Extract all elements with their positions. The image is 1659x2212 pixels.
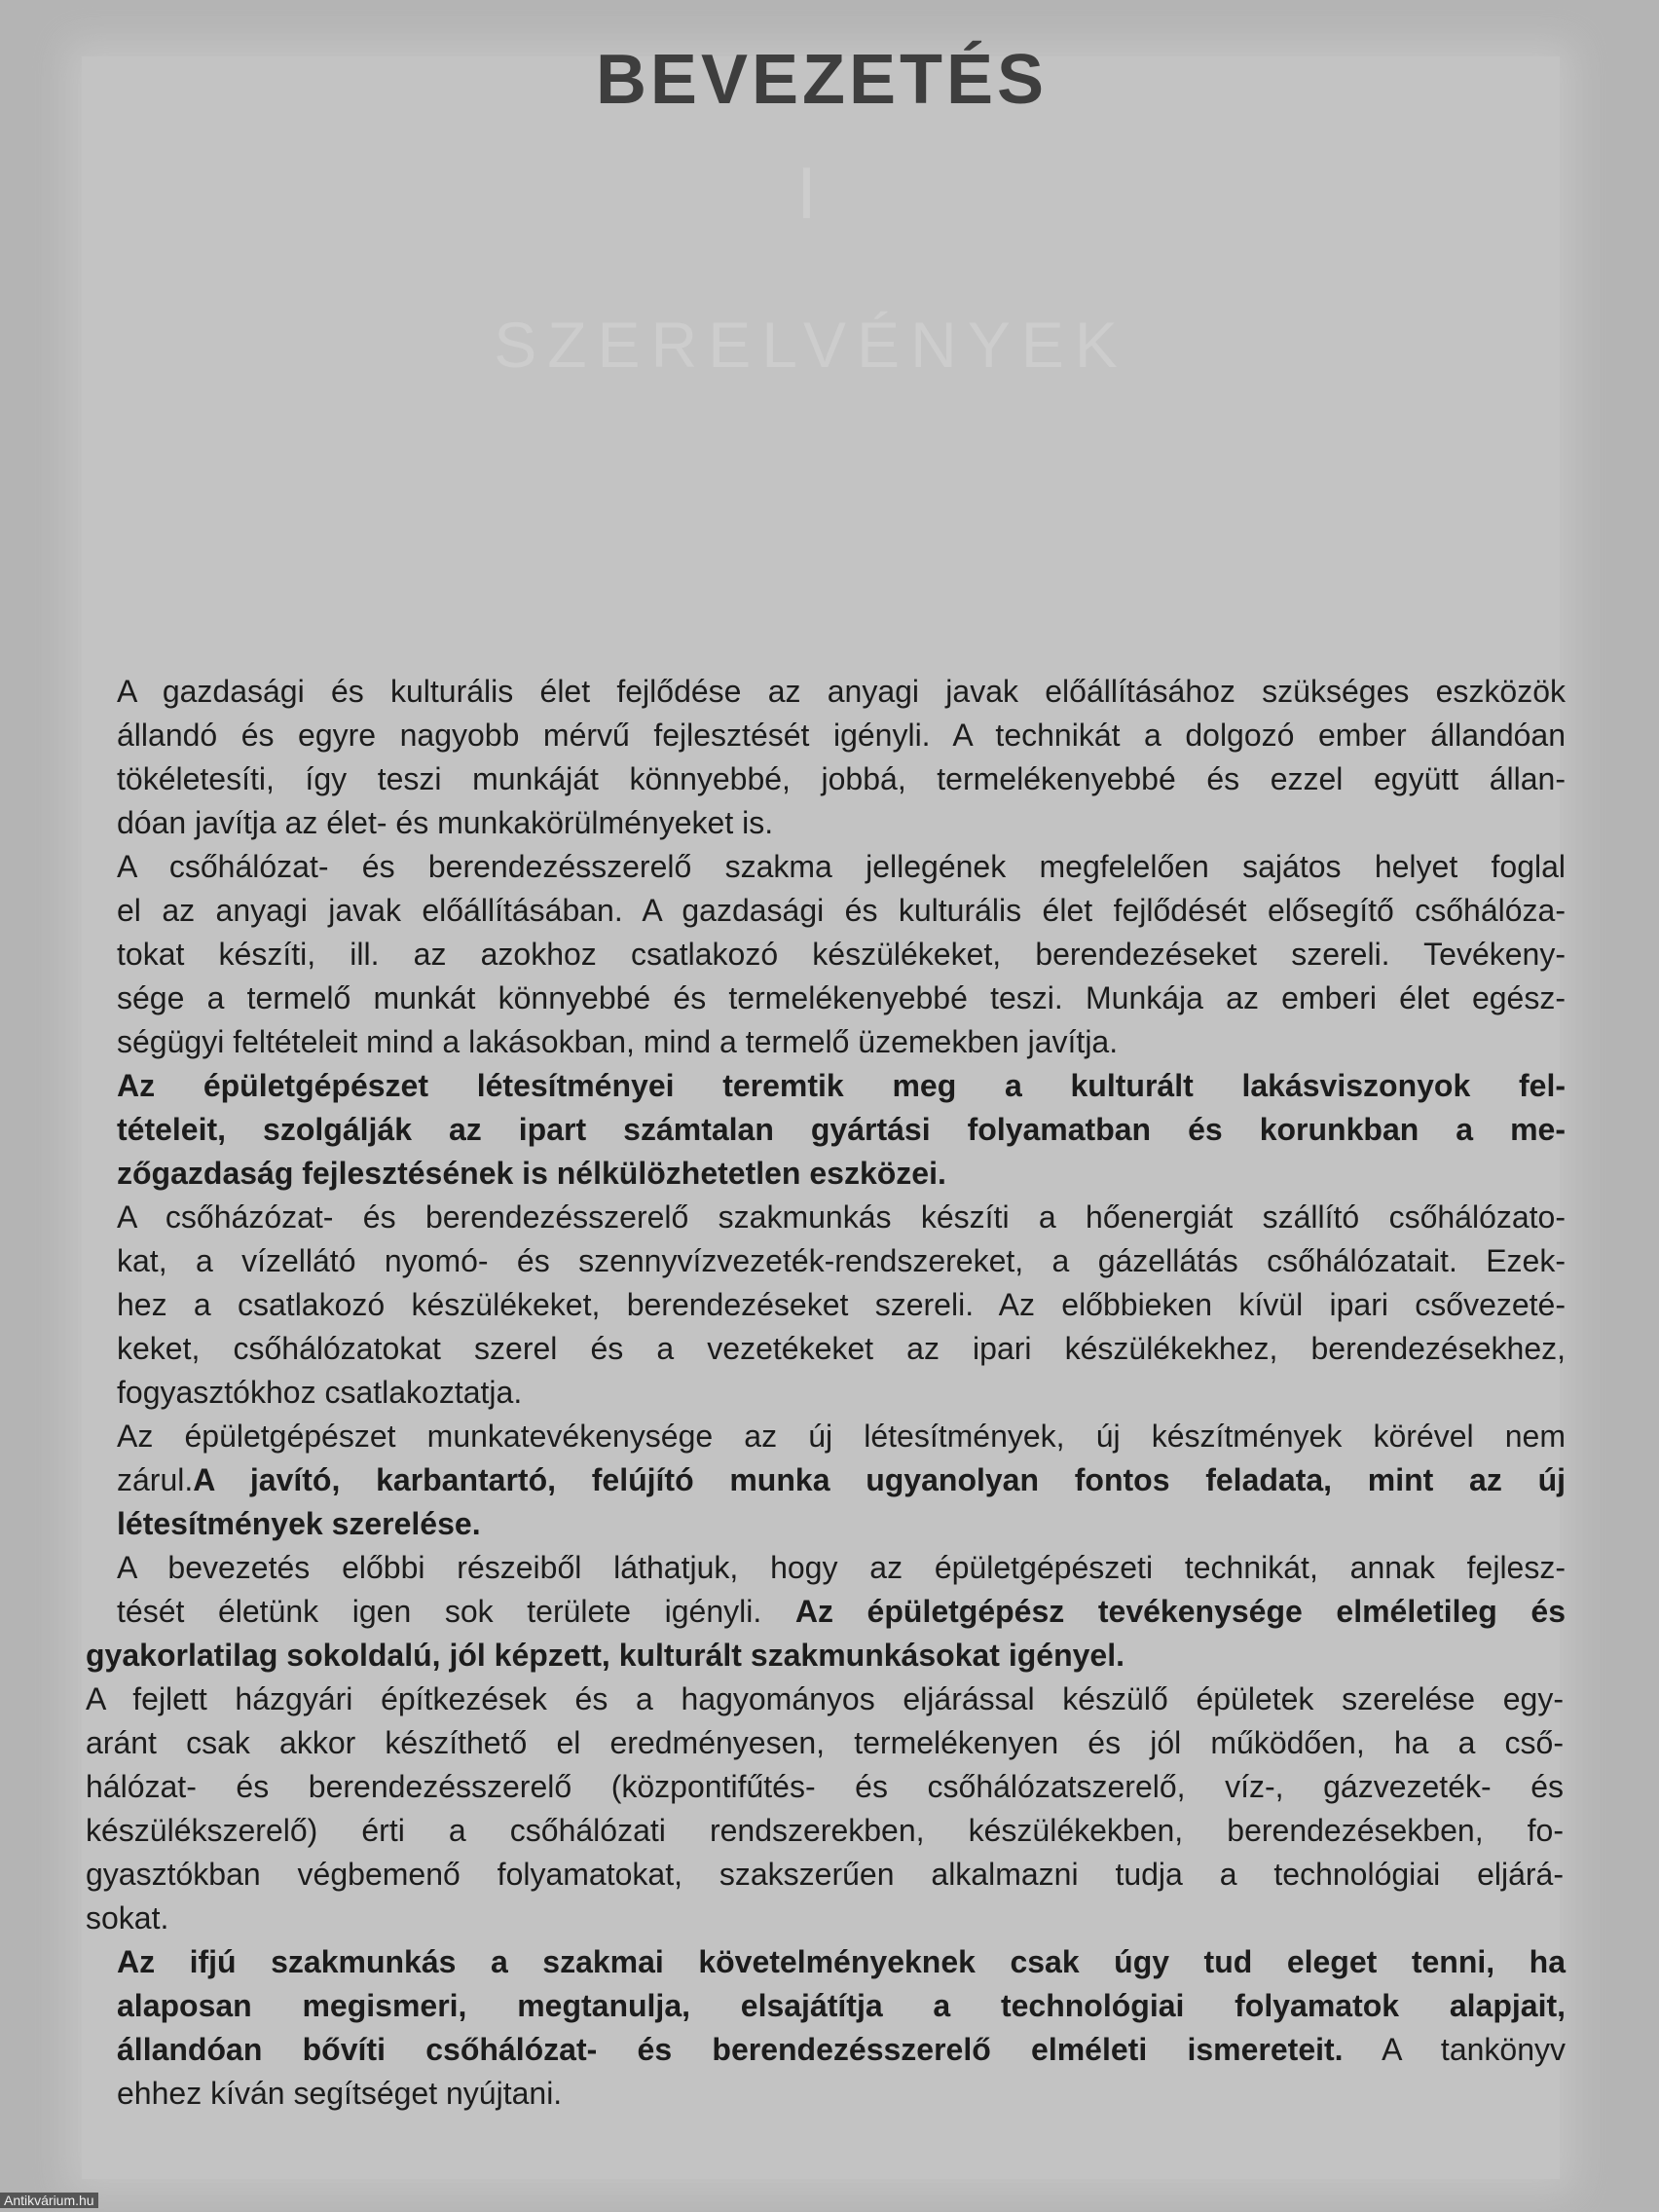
text-line: hez a csatlakozó készülékeket, berendezéseket szereli. Az előbbieken kívül ipari csővezeté- — [117, 1287, 1566, 1322]
text-line — [117, 2028, 1566, 2072]
text-line: A fejlett házgyári építkezések és a hagyományos eljárással készülő épületek szerelése egy- — [86, 1681, 1564, 1716]
bold-text-line: tételeit, szolgálják az ipart számtalan gyártási folyamatban és korunkban a me- — [117, 1112, 1566, 1147]
paragraph-3-bold — [117, 1064, 1566, 1196]
paragraph-1 — [117, 670, 1566, 845]
bold-text-line: gyakorlatilag sokoldalú, jól képzett, kulturált szakmunkásokat igényel. — [86, 1638, 1124, 1673]
regular-text: A tankönyv — [1382, 2032, 1567, 2067]
paragraph-7 — [86, 1677, 1566, 1940]
text-line: el az anyagi javak előállításában. A gazdasági és kulturális élet fejlődését elősegítő csőhálóza- — [117, 893, 1566, 928]
bold-text-line: Az épületgépészet létesítményei teremtik meg a kulturált lakásviszonyok fel- — [117, 1068, 1566, 1103]
text-line: Az épületgépészet munkatevékenysége az új létesítmények, új készítmények körével nem — [117, 1419, 1566, 1454]
regular-text: zárul. — [117, 1462, 194, 1497]
body-text — [86, 670, 1567, 2116]
text-line: sokat. — [86, 1900, 169, 1936]
bold-text: A javító, karbantartó, felújító munka ugyanolyan fontos feladata, mint az új — [193, 1462, 1566, 1497]
text-line: állandó és egyre nagyobb mérvű fejlesztését igényli. A technikát a dolgozó ember állandóan — [117, 718, 1566, 753]
bold-text: Az épületgépész tevékenysége elméletileg és — [794, 1594, 1567, 1629]
text-line: ehhez kíván segítséget nyújtani. — [117, 2076, 563, 2111]
text-line: gyasztókban végbemenő folyamatokat, szakszerűen alkalmazni tudja a technológiai eljárá- — [86, 1857, 1564, 1892]
paragraph-2 — [117, 845, 1566, 1064]
text-line: tokat készíti, ill. az azokhoz csatlakozó készülékeket, berendezéseket szereli. Tevékeny- — [117, 937, 1566, 972]
text-line: A csőhálózat- és berendezésszerelő szakma jellegének megfelelően sajátos helyet foglal — [117, 849, 1566, 884]
paragraph-5 — [117, 1415, 1566, 1546]
text-line: hálózat- és berendezésszerelő (központifűtés- és csőhálózatszerelő, víz-, gázvezeték- és — [86, 1769, 1564, 1804]
paragraph-4 — [117, 1196, 1566, 1415]
regular-text: tését életünk igen sok területe igényli. — [117, 1594, 762, 1629]
bold-text-line: Az ifjú szakmunkás a szakmai követelményeknek csak úgy tud eleget tenni, ha — [117, 1944, 1566, 1979]
text-line: tökéletesíti, így teszi munkáját könnyebbé, jobbá, termelékenyebbé és ezzel együtt állan- — [117, 761, 1566, 796]
text-line: A gazdasági és kulturális élet fejlődése az anyagi javak előállításához szükséges eszközök — [117, 674, 1566, 709]
text-line: dóan javítja az élet- és munkakörülményeket is. — [117, 805, 774, 840]
text-line: keket, csőhálózatokat szerel és a vezetékeket az ipari készülékekhez, berendezésekhez, — [117, 1331, 1566, 1366]
page-title: BEVEZETÉS — [595, 41, 1049, 119]
paragraph-8 — [117, 1940, 1566, 2116]
site-watermark: Antikvárium.hu — [0, 2193, 98, 2208]
text-line — [117, 1590, 1566, 1634]
bold-text-line: zőgazdaság fejlesztésének is nélkülözhetetlen eszközei. — [117, 1156, 946, 1191]
bleed-through-heading: SZERELVÉNYEK — [494, 309, 1128, 381]
text-line: A csőházózat- és berendezésszerelő szakmunkás készíti a hőenergiát szállító csőhálózato- — [117, 1199, 1566, 1235]
text-line: kat, a vízellátó nyomó- és szennyvízvezeték-rendszereket, a gázellátás csőhálózatait. Ezek- — [117, 1243, 1566, 1278]
text-line: sége a termelő munkát könnyebbé és termelékenyebbé teszi. Munkája az emberi élet egész- — [117, 980, 1566, 1015]
bold-text-line: alaposan megismeri, megtanulja, elsajátítja a technológiai folyamatok alapjait, — [117, 1988, 1566, 2023]
text-line: fogyasztókhoz csatlakoztatja. — [117, 1375, 523, 1410]
text-line — [117, 1458, 1566, 1502]
bold-text-line: létesítmények szerelése. — [117, 1506, 481, 1541]
bold-text: állandóan bővíti csőhálózat- és berendezésszerelő elméleti ismereteit. — [117, 2032, 1344, 2067]
paragraph-6 — [86, 1546, 1567, 1677]
text-line: ségügyi feltételeit mind a lakásokban, mind a termelő üzemekben javítja. — [117, 1024, 1119, 1059]
text-line: A bevezetés előbbi részeiből láthatjuk, hogy az épületgépészeti technikát, annak fejlesz- — [117, 1550, 1566, 1585]
text-line: aránt csak akkor készíthető el eredményesen, termelékenyen és jól működően, ha a cső- — [86, 1725, 1564, 1760]
text-line: készülékszerelő) érti a csőhálózati rendszerekben, készülékekben, berendezésekben, fo- — [86, 1813, 1564, 1848]
bleed-through-numeral: I — [796, 152, 817, 234]
